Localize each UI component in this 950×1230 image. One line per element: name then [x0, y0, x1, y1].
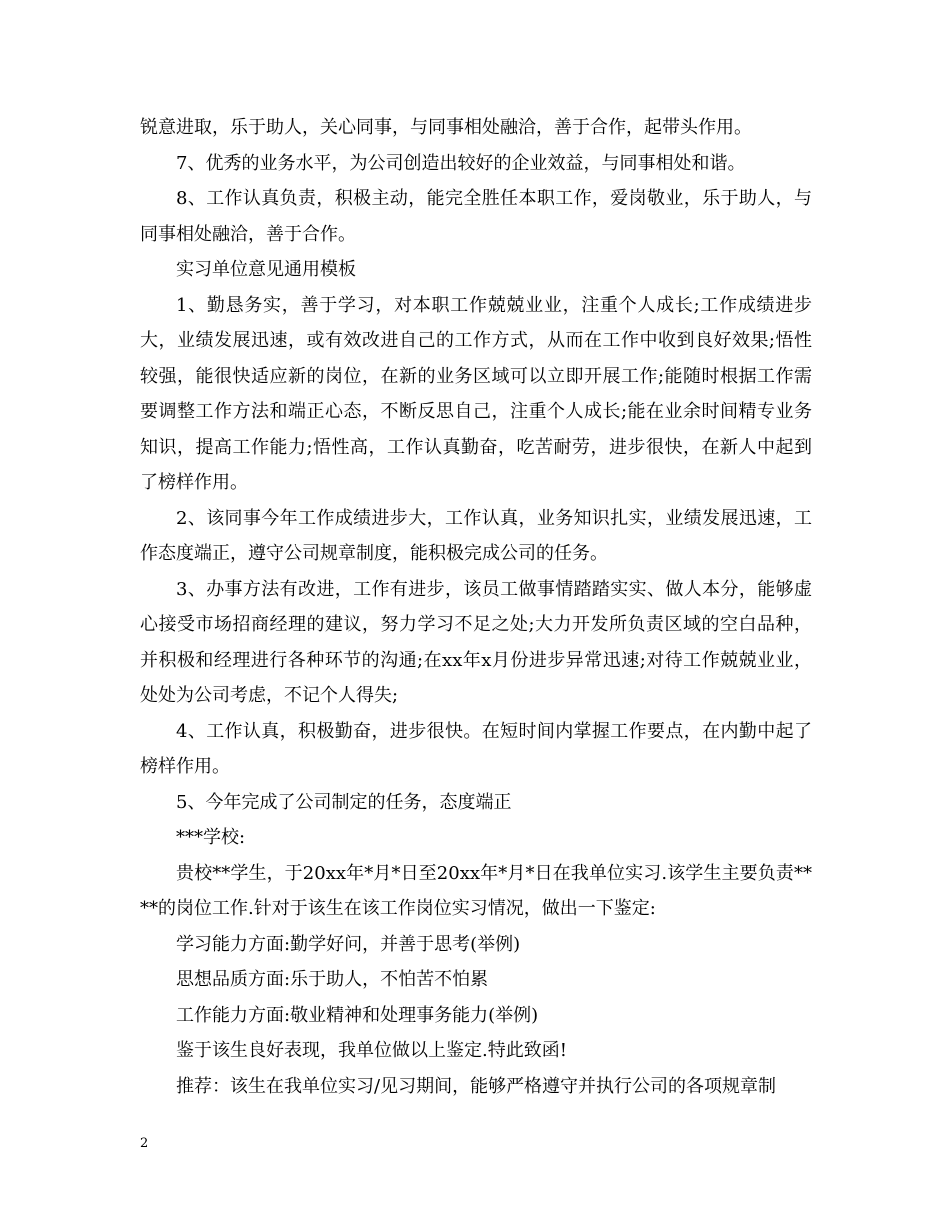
recommendation: 推荐：该生在我单位实习/见习期间，能够严格遵守并执行公司的各项规章制 [176, 1075, 777, 1097]
paragraph-7: 4、工作认真，积极勤奋，进步很快。在短时间内掌握工作要点，在内勤中起了榜样作用。 [140, 720, 812, 777]
learning-ability: 学习能力方面:勤学好问，并善于思考(举例) [176, 933, 521, 955]
section-heading: 实习单位意见通用模板 [176, 259, 356, 280]
letter-intro: 贵校**学生，于20xx年*月*日至20xx年*月*日在我单位实习.该学生主要负责****的岗位工作.针对于该生在该工作岗位实习情况，做出一下鉴定: [140, 862, 812, 919]
paragraph-6: 3、办事方法有改进，工作有进步，该员工做事情踏踏实实、做人本分，能够虚心接受市场招商经理的建议，努力学习不足之处;大力开发所负责区域的空白品种，并积极和经理进行各种环节的沟通;在xx年x月份进步异常迅速;对待工作兢兢业业，处处为公司考虑，不记个人得失; [140, 578, 812, 706]
paragraph-3: 8、工作认真负责，积极主动，能完全胜任本职工作，爱岗敬业，乐于助人，与同事相处融洽，善于合作。 [140, 188, 812, 245]
letter-salutation: ***学校: [176, 827, 246, 848]
paragraph-2: 7、优秀的业务水平，为公司创造出较好的企业效益，与同事相处和谐。 [176, 152, 746, 174]
paragraph-1: 锐意进取，乐于助人，关心同事，与同事相处融洽，善于合作，起带头作用。 [140, 117, 752, 138]
letter-closing: 鉴于该生良好表现，我单位做以上鉴定.特此致函! [176, 1040, 567, 1061]
moral-quality: 思想品质方面:乐于助人，不怕苦不怕累 [176, 969, 489, 990]
work-ability: 工作能力方面:敬业精神和处理事务能力(举例) [176, 1004, 539, 1026]
paragraph-4: 1、勤恳务实，善于学习，对本职工作兢兢业业，注重个人成长;工作成绩进步大，业绩发展迅速，或有效改进自己的工作方式，从而在工作中收到良好效果;悟性较强，能很快适应新的岗位，在新的业务区域可以立即开展工作;能随时根据工作需要调整工作方法和端正心态，不断反思自己，注重个人成长;能在业余时间精专业务知识，提高工作能力;悟性高，工作认真勤奋，吃苦耐劳，进步很快，在新人中起到了榜样作用。 [140, 294, 812, 493]
paragraph-5: 2、该同事今年工作成绩进步大，工作认真，业务知识扎实，业绩发展迅速，工作态度端正，遵守公司规章制度，能积极完成公司的任务。 [140, 507, 812, 564]
page-number: 2 [140, 1136, 149, 1151]
document-body [140, 110, 812, 1104]
paragraph-8: 5、今年完成了公司制定的任务，态度端正 [176, 791, 512, 813]
